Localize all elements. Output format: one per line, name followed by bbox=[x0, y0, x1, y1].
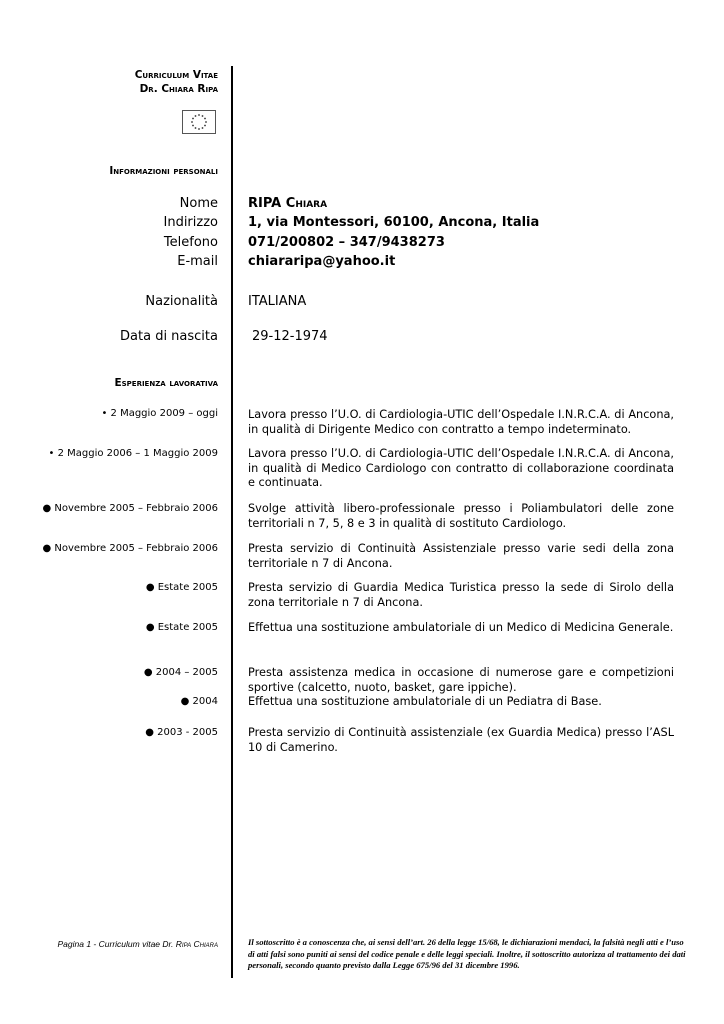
experience-desc: Lavora presso l’U.O. di Cardiologia-UTIC dell’Ospedale I.N.R.C.A. di Ancona, in qualità di Medico Cardiologo con contratto di collaborazione coordinata e continuata. bbox=[248, 447, 674, 489]
legal-disclaimer: Il sottoscritto è a conoscenza che, ai sensi dell’art. 26 della legge 15/68, le dichiarazioni mendaci, la falsità negli atti e l’uso di atti falsi sono puniti ai sensi del codice penale e delle leggi speciali. Inoltre, il sottoscritto autorizza al trattamento dei dati personali, secondo quanto previsto dalla Legge 675/96 del 31 dicembre 1996. bbox=[248, 937, 686, 970]
experience-date: ● Estate 2005 bbox=[145, 582, 218, 593]
nazionalita-label: Nazionalità bbox=[145, 294, 218, 309]
experience-date: ● 2003 - 2005 bbox=[145, 727, 218, 738]
telefono-value: 071/200802 – 347/9438273 bbox=[248, 235, 445, 250]
experience-desc: Presta servizio di Continuità Assistenziale presso varie sedi della zona territoriale n 7 di Ancona. bbox=[248, 542, 674, 570]
indirizzo-label: Indirizzo bbox=[163, 215, 218, 230]
indirizzo-value: 1, via Montessori, 60100, Ancona, Italia bbox=[248, 215, 540, 230]
cv-name: Dr. Chiara Ripa bbox=[139, 83, 218, 95]
section-personal-info: Informazioni personali bbox=[109, 165, 218, 177]
email-value: chiararipa@yahoo.it bbox=[248, 254, 396, 269]
nascita-label: Data di nascita bbox=[120, 329, 218, 344]
cv-title: Curriculum Vitae bbox=[134, 69, 218, 81]
nascita-value: 29-12-1974 bbox=[252, 329, 328, 344]
experience-desc: Presta servizio di Continuità assistenziale (ex Guardia Medica) presso l’ASL 10 di Camerino. bbox=[248, 726, 674, 754]
experience-desc: Lavora presso l’U.O. di Cardiologia-UTIC dell’Ospedale I.N.R.C.A. di Ancona, in qualità di Dirigente Medico con contratto a tempo indeterminato. bbox=[248, 408, 674, 436]
experience-date: ● 2004 bbox=[180, 696, 218, 707]
experience-desc: Effettua una sostituzione ambulatoriale di un Pediatra di Base. bbox=[248, 695, 602, 708]
column-divider bbox=[231, 66, 233, 978]
experience-date: • 2 Maggio 2009 – oggi bbox=[101, 408, 218, 419]
experience-date: ● 2004 – 2005 bbox=[143, 667, 218, 678]
nome-value: RIPA Chiara bbox=[248, 196, 328, 211]
experience-date: ● Novembre 2005 – Febbraio 2006 bbox=[42, 543, 218, 554]
section-experience: Esperienza lavorativa bbox=[114, 377, 218, 389]
experience-date: ● Novembre 2005 – Febbraio 2006 bbox=[42, 503, 218, 514]
experience-desc: Effettua una sostituzione ambulatoriale di un Medico di Medicina Generale. bbox=[248, 621, 674, 634]
experience-desc: Svolge attività libero-professionale presso i Poliambulatori delle zone territoriali n 7, 5, 8 e 3 in qualità di sostituto Cardiologo. bbox=[248, 502, 674, 530]
nome-label: Nome bbox=[179, 196, 218, 211]
experience-date: ● Estate 2005 bbox=[145, 622, 218, 633]
experience-desc: Presta servizio di Guardia Medica Turistica presso la sede di Sirolo della zona territoriale n 7 di Ancona. bbox=[248, 581, 674, 609]
page-footer: Pagina 1 - Curriculum vitae Dr. Ripa Chiara bbox=[57, 939, 218, 949]
eu-flag-icon bbox=[182, 110, 216, 134]
experience-desc: Presta assistenza medica in occasione di numerose gare e competizioni sportive (calcetto, nuoto, basket, gare ippiche). bbox=[248, 666, 674, 694]
nazionalita-value: ITALIANA bbox=[248, 294, 307, 309]
experience-date: • 2 Maggio 2006 – 1 Maggio 2009 bbox=[48, 448, 218, 459]
email-label: E-mail bbox=[177, 254, 218, 269]
telefono-label: Telefono bbox=[163, 235, 218, 250]
